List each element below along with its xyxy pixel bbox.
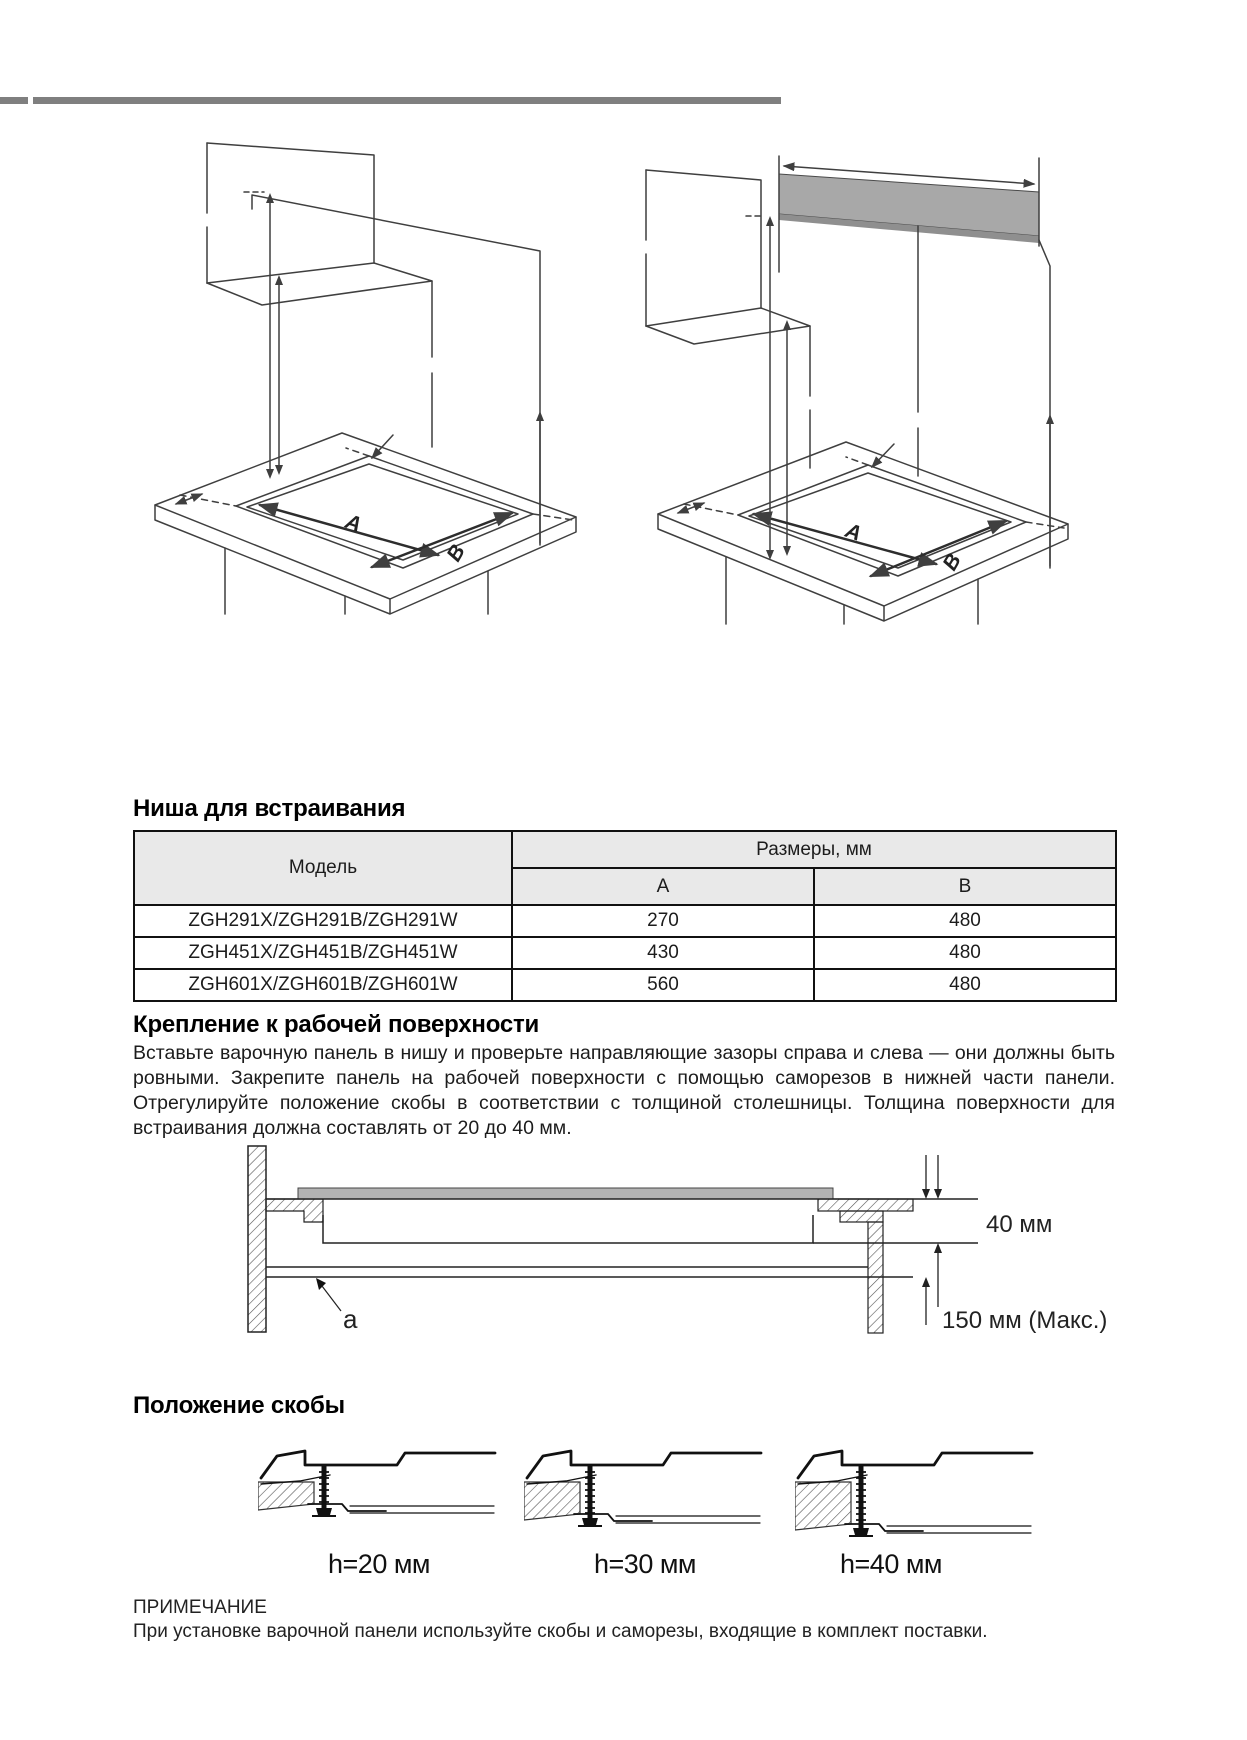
pointer-a-label: a bbox=[343, 1304, 358, 1334]
dimensions-table bbox=[133, 830, 1117, 1002]
bracket-label-h40: h=40 мм bbox=[840, 1549, 942, 1579]
screw-icon bbox=[312, 1466, 336, 1516]
section-title-niche: Ниша для встраивания bbox=[133, 795, 406, 822]
table-header-a: A bbox=[512, 868, 814, 905]
section-title-mounting: Крепление к рабочей поверхности bbox=[133, 1011, 540, 1038]
mounting-paragraph: Вставьте варочную панель в нишу и проверьте направляющие зазоры справа и слева — они должны быть ровными. Закрепите панель на рабочей поверхности с помощью саморезов в нижней части панели. Отрегулируйте положение скобы в соответствии с толщиной столешницы. Толщина поверхности для встраивания должна составлять от 20 до 40 мм. bbox=[133, 1042, 1115, 1139]
cutout-dimension-arrows bbox=[754, 514, 1006, 576]
note-title: ПРИМЕЧАНИЕ bbox=[133, 1597, 267, 1618]
screw-icon bbox=[578, 1466, 602, 1526]
bracket-diagram-h20 bbox=[258, 1438, 500, 1550]
cell-model: ZGH291X/ZGH291B/ZGH291W bbox=[134, 905, 512, 937]
cutout-width-label: A bbox=[342, 509, 365, 537]
cell-model: ZGH601X/ZGH601B/ZGH601W bbox=[134, 969, 512, 1001]
screw-icon bbox=[849, 1466, 873, 1536]
cutout-depth-label: B bbox=[442, 540, 470, 566]
cutout-width-label: A bbox=[842, 518, 865, 546]
niche-diagram-right bbox=[606, 112, 1073, 640]
cell-b: 480 bbox=[814, 969, 1116, 1001]
bracket-label-h20: h=20 мм bbox=[328, 1549, 430, 1579]
section-title-bracket: Положение скобы bbox=[133, 1392, 345, 1419]
cell-a: 430 bbox=[512, 937, 814, 969]
pointer-a bbox=[316, 1278, 358, 1334]
right-diagram-arrowheads bbox=[766, 216, 1054, 560]
cutout-dimension-arrows bbox=[260, 505, 512, 567]
dim-40mm-label: 40 мм bbox=[986, 1211, 1053, 1238]
table-header-dimensions: Размеры, мм bbox=[512, 831, 1116, 868]
cell-model: ZGH451X/ZGH451B/ZGH451W bbox=[134, 937, 512, 969]
cell-b: 480 bbox=[814, 905, 1116, 937]
hob-slab bbox=[298, 1188, 833, 1199]
niche-diagram-left bbox=[140, 115, 585, 615]
table-row bbox=[134, 969, 1116, 1001]
dim-150mm-label: 150 мм (Макс.) bbox=[942, 1307, 1108, 1334]
header-rule-long bbox=[33, 97, 781, 104]
mounting-cross-section-diagram bbox=[200, 1135, 1120, 1345]
bracket-diagram-h30 bbox=[524, 1438, 766, 1550]
cross-section-structure bbox=[248, 1146, 978, 1333]
cutout-depth-label: B bbox=[938, 549, 966, 575]
table-row bbox=[134, 905, 1116, 937]
bracket-label-h30: h=30 мм bbox=[594, 1549, 696, 1579]
note-body: При установке варочной панели используйте скобы и саморезы, входящие в комплект поставки. bbox=[133, 1621, 988, 1642]
cell-b: 480 bbox=[814, 937, 1116, 969]
bracket-diagram-h40 bbox=[795, 1438, 1037, 1550]
left-diagram-linework bbox=[155, 143, 576, 614]
cross-section-dimensions bbox=[922, 1155, 1107, 1334]
table-row bbox=[134, 937, 1116, 969]
left-diagram-arrowheads bbox=[266, 193, 544, 479]
table-header-model: Модель bbox=[134, 831, 512, 905]
table-header-b: B bbox=[814, 868, 1116, 905]
cell-a: 270 bbox=[512, 905, 814, 937]
header-rule-short bbox=[0, 97, 28, 104]
cell-a: 560 bbox=[512, 969, 814, 1001]
